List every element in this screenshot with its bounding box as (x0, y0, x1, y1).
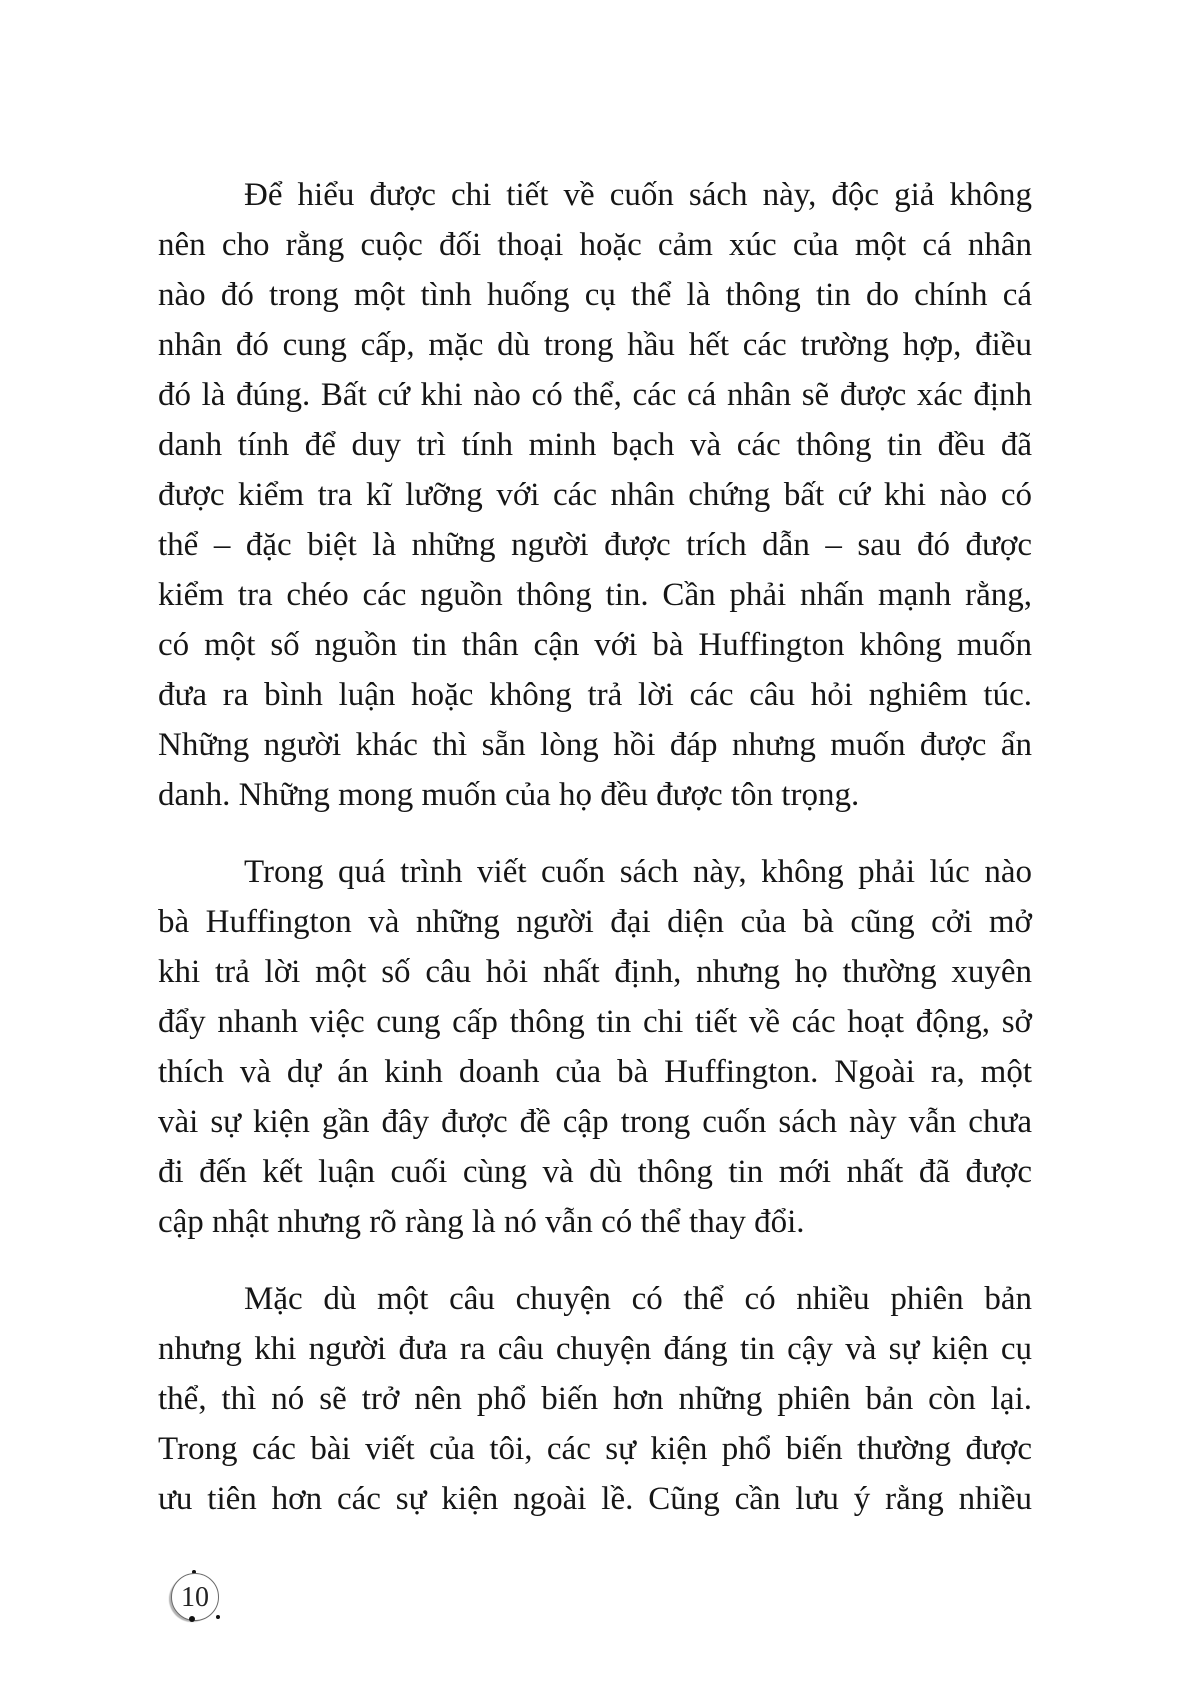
text-line: Mặc dù một câu chuyện có thể có nhiều phiên bản (244, 1281, 1032, 1317)
text-line: được kiểm tra kĩ lưỡng với các nhân chứng bất cứ khi nào có (158, 477, 1032, 513)
text-line: danh tính để duy trì tính minh bạch và các thông tin đều đã (158, 427, 1032, 463)
page-body (158, 170, 1032, 1524)
text-line: Những người khác thì sẵn lòng hồi đáp nhưng muốn được ẩn (158, 727, 1032, 763)
text-line: danh. Những mong muốn của họ đều được tôn trọng. (158, 777, 860, 813)
text-line: ưu tiên hơn các sự kiện ngoài lề. Cũng cần lưu ý rằng nhiều (158, 1481, 1032, 1517)
ornament-dot-right-icon (216, 1615, 220, 1619)
text-line: Trong các bài viết của tôi, các sự kiện phổ biến thường được (158, 1431, 1032, 1467)
text-line: Trong quá trình viết cuốn sách này, không phải lúc nào (244, 854, 1032, 890)
text-line: đi đến kết luận cuối cùng và dù thông tin mới nhất đã được (158, 1154, 1032, 1190)
text-line: nên cho rằng cuộc đối thoại hoặc cảm xúc của một cá nhân (158, 227, 1032, 263)
text-line: cập nhật nhưng rõ ràng là nó vẫn có thể thay đổi. (158, 1204, 805, 1240)
text-line: vài sự kiện gần đây được đề cập trong cuốn sách này vẫn chưa (158, 1104, 1032, 1140)
text-line: nhân đó cung cấp, mặc dù trong hầu hết các trường hợp, điều (158, 327, 1032, 363)
text-line: đó là đúng. Bất cứ khi nào có thể, các cá nhân sẽ được xác định (158, 377, 1032, 413)
text-line: nhưng khi người đưa ra câu chuyện đáng tin cậy và sự kiện cụ (158, 1331, 1032, 1367)
text-line: thể – đặc biệt là những người được trích dẫn – sau đó được (158, 527, 1032, 563)
text-line: khi trả lời một số câu hỏi nhất định, nhưng họ thường xuyên (158, 954, 1032, 990)
text-line: có một số nguồn tin thân cận với bà Huffington không muốn (158, 627, 1032, 663)
ornament-dot-bottom-icon (189, 1616, 195, 1622)
paragraph-2 (158, 847, 1032, 1247)
text-line: thể, thì nó sẽ trở nên phổ biến hơn những phiên bản còn lại. (158, 1381, 1032, 1417)
text-line: đưa ra bình luận hoặc không trả lời các câu hỏi nghiêm túc. (158, 677, 1032, 713)
text-line: Để hiểu được chi tiết về cuốn sách này, độc giả không (244, 177, 1032, 213)
text-line: thích và dự án kinh doanh của bà Huffington. Ngoài ra, một (158, 1054, 1032, 1090)
text-line: nào đó trong một tình huống cụ thể là thông tin do chính cá (158, 277, 1032, 313)
text-line: bà Huffington và những người đại diện của bà cũng cởi mở (158, 904, 1032, 940)
paragraph-3 (158, 1274, 1032, 1524)
page-number: 10 (181, 1582, 209, 1613)
paragraph-1 (158, 170, 1032, 820)
page-number-circle (171, 1573, 219, 1621)
text-line: kiểm tra chéo các nguồn thông tin. Cần phải nhấn mạnh rằng, (158, 577, 1032, 613)
text-line: đẩy nhanh việc cung cấp thông tin chi tiết về các hoạt động, sở (158, 1004, 1032, 1040)
